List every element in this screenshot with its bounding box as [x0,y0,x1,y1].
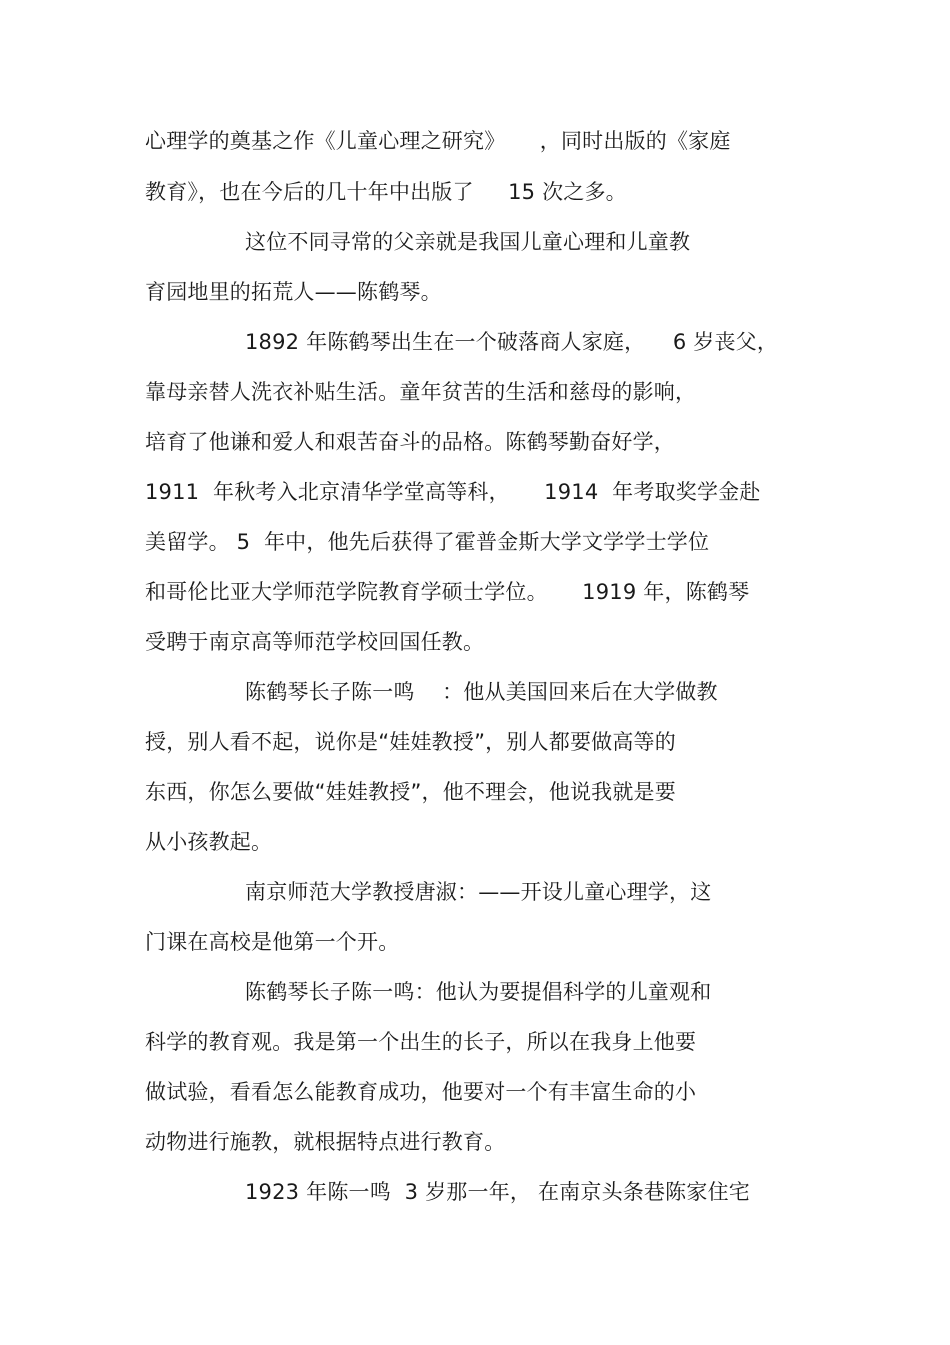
text-line: 东西，你怎么要做“娃娃教授”，他不理会，他说我就是要 [145,780,676,804]
text-line: 受聘于南京高等师范学校回国任教。 [145,630,485,654]
text-line: 教育》，也在今后的几十年中出版了 15 次之多。 [145,180,627,204]
text-line: 科学的教育观。我是第一个出生的长子，所以在我身上他要 [145,1030,697,1054]
paragraph-start-line: 南京师范大学教授唐淑：——开设儿童心理学，这 [245,880,712,904]
text-line: 心理学的奠基之作《儿童心理之研究》 ，同时出版的《家庭 [145,129,731,153]
paragraph-start-line: 1923 年陈一鸣 3 岁那一年， 在南京头条巷陈家住宅 [245,1180,750,1204]
paragraph-start-line: 这位不同寻常的父亲就是我国儿童心理和儿童教 [245,230,691,254]
text-line: 做试验，看看怎么能教育成功，他要对一个有丰富生命的小 [145,1080,697,1104]
paragraph-start-line: 1892 年陈鹤琴出生在一个破落商人家庭， 6 岁丧父， [245,330,779,354]
text-line: 育园地里的拓荒人——陈鹤琴。 [145,280,442,304]
text-line: 美留学。 5 年中，他先后获得了霍普金斯大学文学学士学位 [145,530,710,554]
text-line: 1911 年秋考入北京清华学堂高等科， 1914 年考取奖学金赴 [145,480,761,504]
text-line: 和哥伦比亚大学师范学院教育学硕士学位。 1919 年，陈鹤琴 [145,580,750,604]
paragraph-start-line: 陈鹤琴长子陈一鸣：他认为要提倡科学的儿童观和 [245,980,712,1004]
text-line: 动物进行施教，就根据特点进行教育。 [145,1130,506,1154]
text-line: 授，别人看不起，说你是“娃娃教授”，别人都要做高等的 [145,730,676,754]
text-line: 门课在高校是他第一个开。 [145,930,400,954]
paragraph-start-line: 陈鹤琴长子陈一鸣 ：他从美国回来后在大学做教 [245,680,718,704]
text-line: 培育了他谦和爱人和艰苦奋斗的品格。陈鹤琴勤奋好学， [145,430,675,454]
text-line: 靠母亲替人洗衣补贴生活。童年贫苦的生活和慈母的影响， [145,380,697,404]
text-line: 从小孩教起。 [145,830,273,854]
